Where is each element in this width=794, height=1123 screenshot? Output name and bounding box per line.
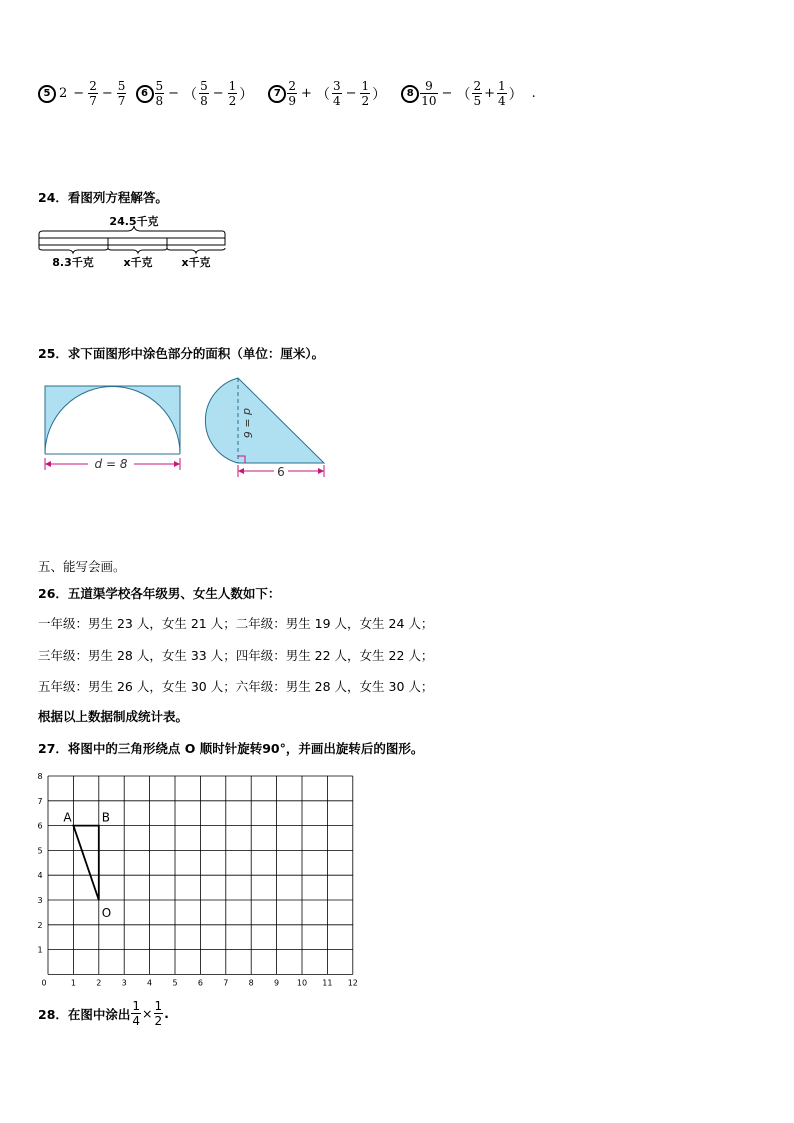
fraction: $\frac{1}{2}$	[154, 999, 163, 1028]
y-tick-label: 7	[37, 796, 43, 806]
x-tick-label: 9	[274, 978, 280, 988]
q24-bar-diagram	[36, 212, 236, 274]
total-label: 24.5千克	[109, 215, 159, 228]
fraction: $\frac{5}{7}$	[117, 79, 126, 108]
y-tick-label: 5	[37, 846, 43, 856]
point-label-a: A	[63, 810, 72, 825]
question-28	[38, 1000, 169, 1027]
expression-8: 8 $\frac{9}{10}$ − （ $\frac{2}{5}$ + $\frac{1}{4}$ ） .	[401, 80, 539, 107]
fraction: $\frac{3}{4}$	[332, 79, 341, 108]
segment-label: x千克	[123, 256, 153, 269]
arrow-right	[318, 468, 324, 474]
x-tick-label: 8	[248, 978, 254, 988]
y-tick-label: 1	[37, 945, 43, 955]
bar	[39, 238, 225, 245]
x-tick-label: 10	[296, 978, 308, 988]
plus-sign: +	[301, 86, 312, 101]
fraction: $\frac{2}{9}$	[288, 79, 297, 108]
fraction: $\frac{9}{10}$	[421, 79, 437, 108]
circled-number: 8	[401, 85, 419, 103]
arrow-left	[45, 461, 51, 467]
section-5-title: 五、能写会画。	[38, 559, 126, 574]
x-tick-label: 6	[197, 978, 203, 988]
q25-figures	[36, 372, 336, 482]
x-tick-label: 12	[347, 978, 358, 988]
plus-sign: +	[484, 86, 495, 101]
fraction: $\frac{5}{8}$	[155, 79, 164, 108]
base-label: 6	[277, 465, 285, 479]
rotation-grid	[36, 768, 360, 988]
x-tick-label: 4	[147, 978, 153, 988]
bottom-brace	[39, 245, 108, 253]
bottom-brace	[167, 245, 225, 253]
x-tick-label: 7	[223, 978, 229, 988]
diameter-label-2: d = 6	[241, 408, 254, 439]
arrow-right	[174, 461, 180, 467]
data-row-2: 三年级：男生 28 人，女生 33 人；四年级：男生 22 人，女生 22 人；	[38, 648, 434, 663]
integer: 2	[59, 86, 68, 101]
question-28-title: 28．在图中涂出	[38, 1006, 131, 1022]
arrow-left	[238, 468, 244, 474]
x-tick-label: 5	[172, 978, 178, 988]
x-tick-label: 0	[41, 978, 47, 988]
segment-label: 8.3千克	[52, 256, 94, 269]
expression-7: 7 $\frac{2}{9}$ + （ $\frac{3}{4}$ − $\frac{1}{2}$ ）	[268, 80, 387, 107]
point-label-b: B	[101, 810, 111, 825]
period: .	[164, 1006, 169, 1021]
circled-number: 7	[268, 85, 286, 103]
y-tick-label: 8	[37, 772, 43, 781]
x-tick-label: 3	[121, 978, 127, 988]
bottom-brace	[108, 245, 167, 253]
data-row-3: 五年级：男生 26 人，女生 30 人；六年级：男生 28 人，女生 30 人；	[38, 679, 434, 694]
data-row-1: 一年级：男生 23 人，女生 21 人；二年级：男生 19 人，女生 24 人；	[38, 616, 434, 631]
period: .	[531, 86, 536, 101]
x-tick-label: 1	[70, 978, 76, 988]
question-27-title: 27．将图中的三角形绕点 O 顺时针旋转90°，并画出旋转后的图形。	[38, 741, 424, 756]
minus-sign: −	[101, 86, 113, 101]
fraction: $\frac{2}{5}$	[473, 79, 482, 108]
fraction: $\frac{5}{8}$	[200, 79, 208, 108]
diameter-label-1: d = 8	[94, 457, 128, 471]
minus-sign: −	[73, 86, 85, 101]
circled-number: 6	[136, 85, 154, 103]
minus-sign: −	[212, 86, 224, 101]
question-24-title: 24．看图列方程解答。	[38, 190, 168, 205]
expression-6: 6 $\frac{5}{8}$ − （ $\frac{5}{8}$ − $\frac{1}{2}$ ）	[136, 80, 255, 107]
minus-sign: −	[168, 86, 180, 101]
minus-sign: −	[441, 86, 453, 101]
question-26-instruction: 根据以上数据制成统计表。	[38, 709, 189, 724]
fraction: $\frac{1}{4}$	[132, 999, 141, 1028]
fraction: $\frac{1}{2}$	[361, 79, 370, 108]
y-tick-label: 3	[37, 896, 43, 905]
y-tick-label: 6	[37, 821, 43, 831]
point-label-o: O	[101, 906, 112, 920]
y-tick-label: 2	[37, 920, 43, 930]
segment-label: x千克	[181, 256, 211, 269]
triangle-abo	[73, 826, 98, 900]
fraction: $\frac{2}{7}$	[89, 79, 97, 108]
shaded-region-1	[45, 386, 180, 454]
y-tick-label: 4	[37, 871, 43, 881]
question-25-title: 25．求下面图形中涂色部分的面积（单位：厘米）。	[38, 346, 325, 361]
x-tick-label: 2	[96, 978, 102, 988]
q23-expression-row	[38, 80, 539, 107]
question-26-title: 26．五道渠学校各年级男、女生人数如下：	[38, 586, 281, 601]
minus-sign: −	[345, 86, 357, 101]
circled-number: 5	[38, 85, 56, 103]
fraction: $\frac{1}{4}$	[498, 79, 506, 108]
expression-5	[38, 80, 127, 107]
shaded-region-2	[205, 378, 324, 463]
times-sign: ×	[142, 1006, 153, 1021]
x-tick-label: 11	[322, 978, 333, 988]
fraction: $\frac{1}{2}$	[228, 79, 237, 108]
